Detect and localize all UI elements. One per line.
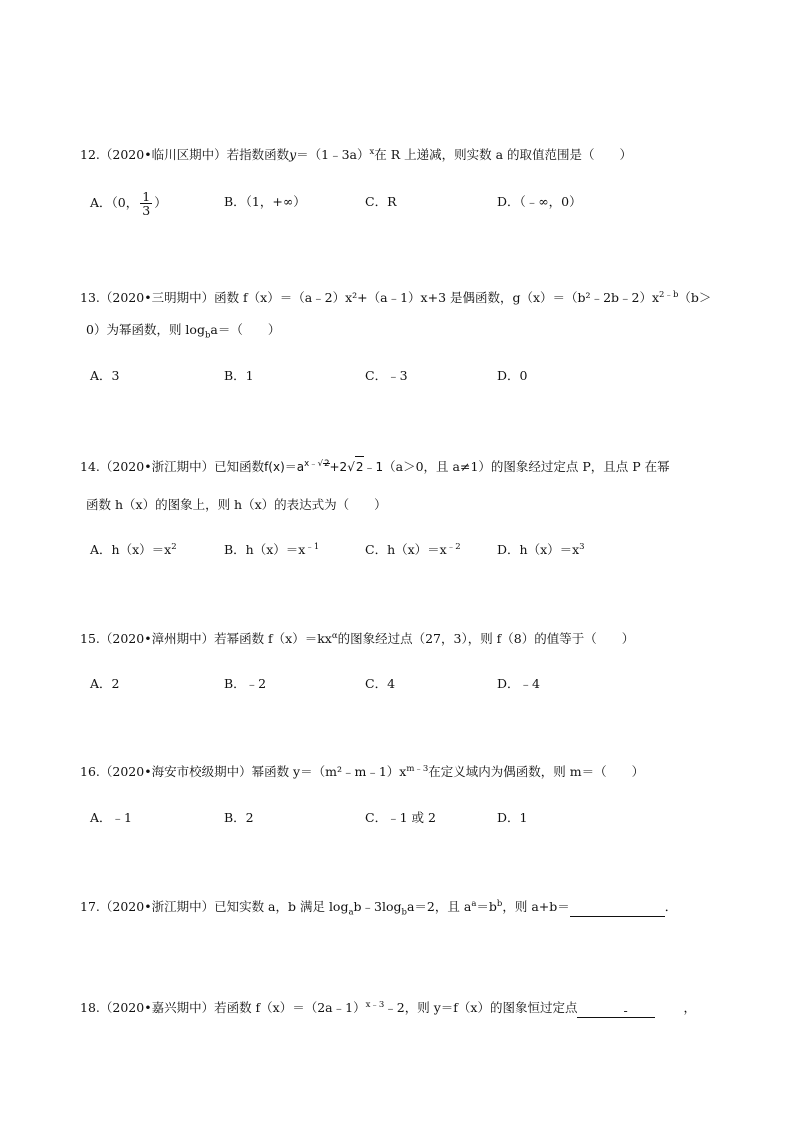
question-12-options — [90, 189, 690, 218]
option-c: C．R — [365, 194, 397, 209]
q17-text-mid2: a＝2，且 a — [406, 899, 472, 914]
question-14 — [80, 456, 730, 477]
q18-text-mid: ﹣2，则 y＝f（x）的图象恒过定点 — [384, 1000, 578, 1015]
q14-fx: f(x)＝a — [264, 460, 305, 474]
q13-line2-end: a＝（ ） — [210, 322, 281, 337]
q14-line2-text: 函数 h（x）的图象上，则 h（x）的表达式为（ ） — [86, 497, 387, 512]
option-b-text: B．h（x）＝x — [224, 542, 306, 557]
option-a-suffix: ） — [154, 195, 167, 210]
q13-log-base: b — [204, 330, 211, 341]
fraction-numerator: 1 — [142, 189, 151, 204]
q17-period: ． — [664, 899, 678, 914]
q17-text-mid3: ＝b — [476, 899, 497, 914]
q15-text-end: 的图象经过点（27，3），则 f（8）的值等于（ ） — [337, 631, 635, 646]
question-14-line2 — [86, 495, 736, 515]
q12-exponent: x — [369, 146, 375, 157]
option-a: A．﹣1 — [90, 810, 132, 825]
q14-formula: $f(x)=a^{x﹣√2}+2√2﹣1$ — [264, 460, 383, 474]
option-b: B．（1，+∞） — [224, 194, 306, 209]
option-a-prefix: A．（0， — [90, 195, 139, 210]
question-16-options — [90, 808, 690, 830]
question-15-options — [90, 674, 690, 696]
q14-plus: +2 — [329, 460, 348, 474]
question-17 — [80, 897, 730, 917]
option-a: A．2 — [90, 676, 120, 691]
option-a: A．3 — [90, 368, 120, 383]
answer-blank[interactable] — [570, 902, 665, 917]
option-c: C．﹣1 或 2 — [365, 810, 436, 825]
q12-var-y: y — [289, 147, 297, 162]
question-13-line2 — [86, 320, 736, 340]
q12-base: ＝（1﹣3a） — [296, 147, 370, 162]
q13-line2-text: 0）为幂函数，则 log — [86, 322, 205, 337]
option-b — [224, 540, 319, 558]
option-b-exponent: ﹣1 — [305, 541, 320, 552]
option-c-exponent: ﹣2 — [446, 541, 461, 552]
question-13-options — [90, 366, 690, 388]
q15-exponent: α — [331, 630, 338, 641]
option-d — [497, 540, 585, 558]
option-a — [90, 540, 177, 558]
option-d-text: D．h（x）＝x — [497, 542, 580, 557]
option-c: C．﹣3 — [365, 368, 408, 383]
question-12 — [80, 145, 730, 165]
blank-dash: - — [623, 1003, 628, 1018]
option-d: D．（﹣∞，0） — [497, 194, 582, 209]
q17-text-end: ，则 a+b＝ — [502, 899, 570, 914]
q17-exponent-a: a — [471, 898, 477, 909]
option-c — [365, 540, 461, 558]
q14-text: 14.（2020•浙江期中）已知函数 — [80, 459, 265, 474]
option-d: D．﹣4 — [497, 676, 540, 691]
option-a-text: A．h（x）＝x — [90, 542, 172, 557]
fraction-one-third — [140, 190, 152, 217]
q12-text-end: 在 R 上递减，则实数 a 的取值范围是（ ） — [374, 147, 633, 162]
question-12-text: 12.（2020•临川区期中）若指数函数 — [80, 147, 290, 162]
option-d-exponent: 3 — [579, 541, 585, 552]
q17-exponent-b: b — [496, 898, 503, 909]
fraction-denominator: 3 — [142, 203, 151, 218]
option-b: B．2 — [224, 810, 254, 825]
option-d: D．0 — [497, 368, 528, 383]
q17-text-mid: b﹣3log — [353, 899, 402, 914]
option-c: C．4 — [365, 676, 396, 691]
q18-comma: ， — [683, 1000, 696, 1015]
question-15 — [80, 629, 730, 649]
question-16 — [80, 762, 730, 782]
q13-text-end: （b＞ — [678, 290, 712, 305]
q16-exponent: m﹣3 — [406, 763, 429, 774]
option-b: B．﹣2 — [224, 676, 267, 691]
q14-minus-one: ﹣1 — [363, 460, 384, 474]
answer-blank[interactable] — [577, 1003, 655, 1018]
question-13 — [80, 288, 730, 308]
option-a — [90, 190, 167, 217]
q14-radicand: 2 — [355, 456, 364, 477]
q16-text: 16.（2020•海安市校级期中）幂函数 y＝（m²﹣m﹣1）x — [80, 764, 407, 779]
option-c-text: C．h（x）＝x — [365, 542, 447, 557]
q17-log-base-b: b — [401, 907, 407, 918]
option-a-exponent: 2 — [171, 541, 177, 552]
q14-exp-x: x﹣ — [304, 459, 318, 469]
q17-text: 17.（2020•浙江期中）已知实数 a，b 满足 log — [80, 899, 349, 914]
q17-log-base-a: a — [348, 907, 354, 918]
q15-text: 15.（2020•漳州期中）若幂函数 f（x）＝kx — [80, 631, 332, 646]
q14-exp-radicand: 2 — [324, 459, 330, 469]
q16-text-end: 在定义域内为偶函数，则 m＝（ ） — [428, 764, 645, 779]
q18-text: 18.（2020•嘉兴期中）若函数 f（x）＝（2a﹣1） — [80, 1000, 366, 1015]
option-b: B．1 — [224, 368, 254, 383]
option-d: D．1 — [497, 810, 528, 825]
q18-exponent: x﹣3 — [365, 999, 385, 1010]
q13-exponent: 2﹣b — [659, 289, 679, 300]
question-18 — [80, 998, 730, 1018]
q13-text: 13.（2020•三明期中）函数 f（x）＝（a﹣2）x²+（a﹣1）x+3 是偶函数，g（x）＝（b²﹣2b﹣2）x — [80, 290, 660, 305]
question-14-options — [90, 540, 690, 562]
q14-text-end: （a＞0，且 a≠1）的图象经过定点 P，且点 P 在幂 — [383, 459, 670, 474]
